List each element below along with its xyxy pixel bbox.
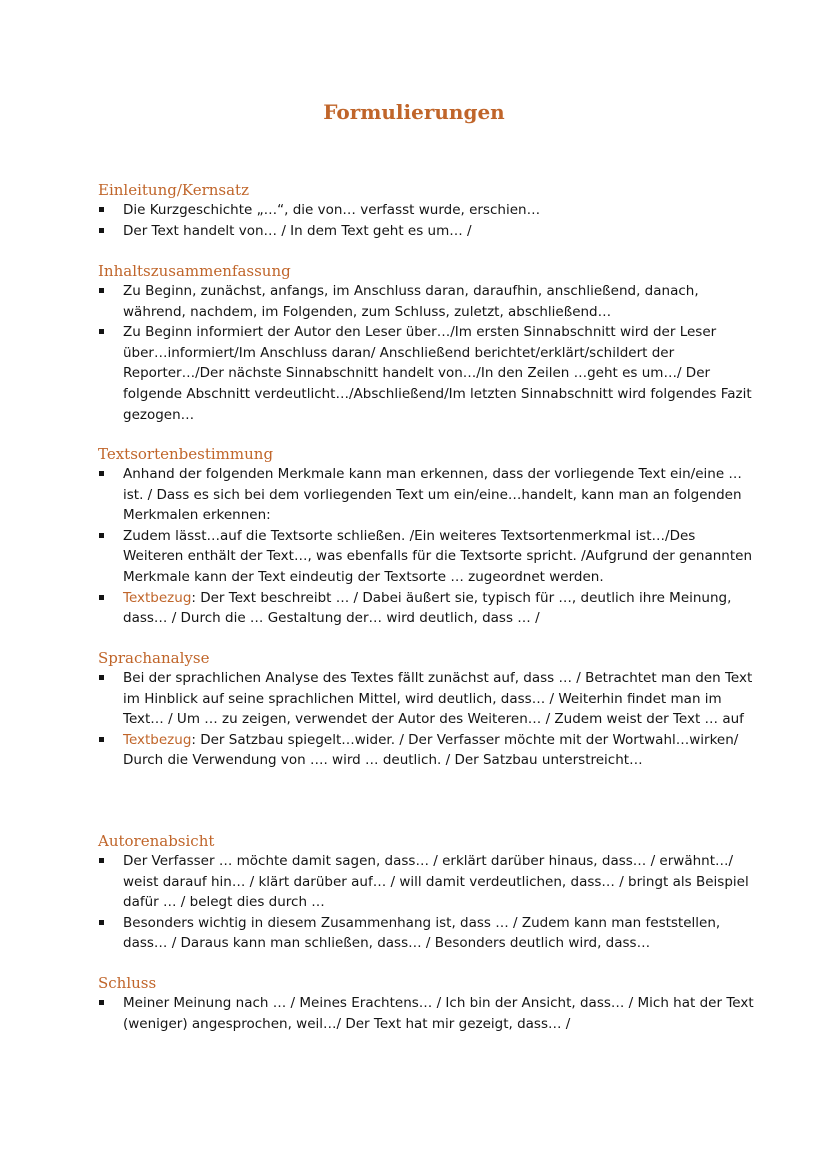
section-textsortenbestimmung bbox=[98, 444, 758, 629]
section-heading: Autorenabsicht bbox=[98, 832, 215, 850]
bullet-list bbox=[98, 464, 758, 629]
section-heading: Inhaltszusammenfassung bbox=[98, 262, 291, 280]
bullet-list bbox=[98, 993, 758, 1034]
list-item: Der Verfasser … möchte damit sagen, dass… / erklärt darüber hinaus, dass… / erwähnt…/ weist darauf hin… / klärt darüber auf… / will damit verdeutlichen, dass… / bringt als Beispiel dafür … / belegt dies durch … bbox=[98, 851, 758, 913]
list-item: Die Kurzgeschichte „…“, die von… verfasst wurde, erschien… bbox=[98, 200, 758, 221]
textbezug-label: Textbezug bbox=[123, 731, 192, 748]
list-item: Bei der sprachlichen Analyse des Textes fällt zunächst auf, dass … / Betrachtet man den Text im Hinblick auf seine sprachlichen Mittel, wird deutlich, dass… / Weiterhin findet man im Text… / Um … zu zeigen, verwendet der Autor des Weiteren… / Zudem weist der Text … auf bbox=[98, 668, 758, 730]
list-item: Zudem lässt…auf die Textsorte schließen. /Ein weiteres Textsortenmerkmal ist…/Des Weiteren enthält der Text…, was ebenfalls für die Textsorte spricht. /Aufgrund der genannten Merkmale kann der Text eindeutig der Textsorte … zugeordnet werden. bbox=[98, 526, 758, 588]
list-item: Der Text handelt von… / In dem Text geht es um… / bbox=[98, 221, 758, 242]
section-autorenabsicht bbox=[98, 831, 758, 954]
section-schluss bbox=[98, 973, 758, 1034]
section-heading: Einleitung/Kernsatz bbox=[98, 181, 249, 199]
bullet-list bbox=[98, 200, 758, 241]
list-item: Zu Beginn informiert der Autor den Leser über…/Im ersten Sinnabschnitt wird der Leser über…informiert/Im Anschluss daran/ Anschließend berichtet/erklärt/schildert der Reporter…/Der nächste Sinnabschnitt handelt von…/In den Zeilen …geht es um…/ Der folgende Abschnitt verdeutlicht…/Abschließend/Im letzten Sinnabschnitt wird folgendes Fazit gezogen… bbox=[98, 322, 758, 425]
list-item: Textbezug: Der Satzbau spiegelt…wider. / Der Verfasser möchte mit der Wortwahl…wirken/ Durch die Verwendung von …. wird … deutlich. / Der Satzbau unterstreicht… bbox=[98, 730, 758, 771]
section-heading: Sprachanalyse bbox=[98, 649, 210, 667]
list-item: Textbezug: Der Text beschreibt … / Dabei äußert sie, typisch für …, deutlich ihre Meinung, dass… / Durch die … Gestaltung der… wird deutlich, dass … / bbox=[98, 588, 758, 629]
textbezug-label: Textbezug bbox=[123, 589, 192, 606]
bullet-list bbox=[98, 851, 758, 954]
page-title: Formulierungen bbox=[323, 100, 505, 124]
bullet-list bbox=[98, 281, 758, 425]
section-sprachanalyse bbox=[98, 648, 758, 771]
section-einleitung bbox=[98, 180, 758, 241]
section-heading: Textsortenbestimmung bbox=[98, 445, 274, 463]
section-inhaltszusammenfassung bbox=[98, 261, 758, 425]
list-item: Meiner Meinung nach … / Meines Erachtens… / Ich bin der Ansicht, dass… / Mich hat der Text (weniger) angesprochen, weil…/ Der Text hat mir gezeigt, dass… / bbox=[98, 993, 758, 1034]
bullet-list bbox=[98, 668, 758, 771]
list-item: Besonders wichtig in diesem Zusammenhang ist, dass … / Zudem kann man feststellen, dass… / Daraus kann man schließen, dass… / Besonders deutlich wird, dass… bbox=[98, 913, 758, 954]
section-heading: Schluss bbox=[98, 974, 157, 992]
list-item: Anhand der folgenden Merkmale kann man erkennen, dass der vorliegende Text ein/eine …ist. / Dass es sich bei dem vorliegenden Text um ein/eine…handelt, kann man an folgenden Merkmalen erkennen: bbox=[98, 464, 758, 526]
list-item: Zu Beginn, zunächst, anfangs, im Anschluss daran, daraufhin, anschließend, danach, während, nachdem, im Folgenden, zum Schluss, zuletzt, abschließend… bbox=[98, 281, 758, 322]
